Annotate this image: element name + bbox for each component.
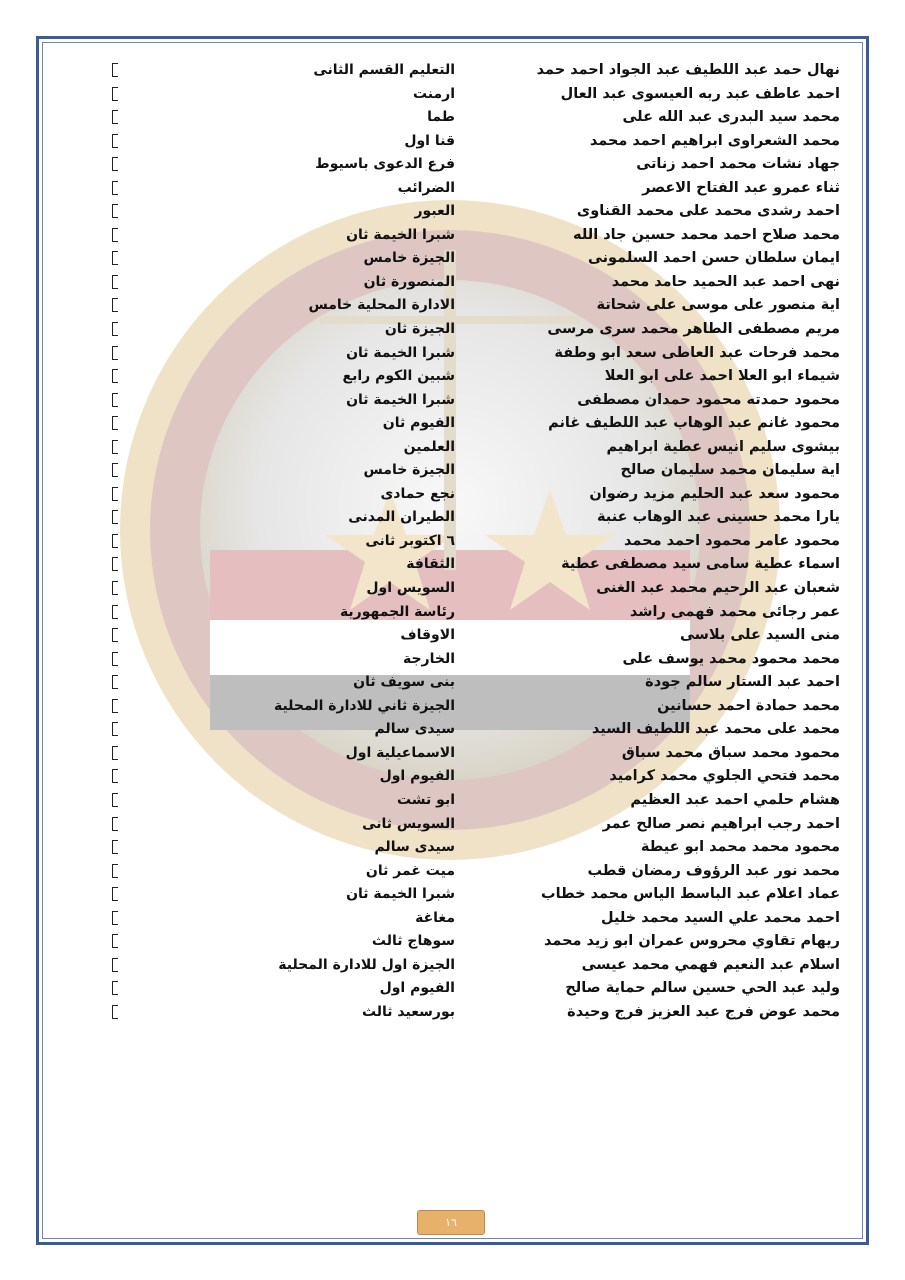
department: الاسماعيلية اول bbox=[345, 744, 455, 761]
list-item bbox=[70, 200, 840, 224]
employee-name: محمد صلاح احمد محمد حسين جاد الله bbox=[573, 226, 840, 243]
list-item bbox=[70, 483, 840, 507]
list-item bbox=[70, 365, 840, 389]
department: سيدى سالم bbox=[374, 721, 455, 738]
checkbox-bracket bbox=[112, 110, 118, 124]
checkbox-bracket bbox=[112, 699, 118, 713]
list-item bbox=[70, 83, 840, 107]
department: السويس اول bbox=[366, 580, 455, 597]
employee-name: احمد محمد علي السيد محمد خليل bbox=[601, 909, 840, 926]
employee-name: اسماء عطية سامى سيد مصطفى عطية bbox=[561, 556, 840, 573]
list-item bbox=[70, 153, 840, 177]
list-item bbox=[70, 177, 840, 201]
employee-name: وليد عبد الحي حسين سالم حماية صالح bbox=[565, 980, 840, 997]
list-item bbox=[70, 318, 840, 342]
department: الجيزة ثان bbox=[384, 321, 455, 338]
employee-name: جهاد نشات محمد احمد زناتى bbox=[636, 156, 840, 173]
list-item bbox=[70, 718, 840, 742]
list-item bbox=[70, 1001, 840, 1025]
list-item bbox=[70, 130, 840, 154]
department: فرع الدعوى باسيوط bbox=[315, 156, 455, 173]
list-item bbox=[70, 342, 840, 366]
list-item bbox=[70, 813, 840, 837]
employee-name: هشام حلمي احمد عبد العظيم bbox=[630, 791, 840, 808]
list-item bbox=[70, 436, 840, 460]
list-item bbox=[70, 106, 840, 130]
employee-name: منى السيد على بلاسى bbox=[679, 627, 840, 644]
employee-name: نهال حمد عبد اللطيف عبد الجواد احمد حمد bbox=[536, 62, 840, 78]
employee-name: احمد رجب ابراهيم نصر صالح عمر bbox=[602, 815, 840, 832]
list-item bbox=[70, 294, 840, 318]
department: العبور bbox=[414, 203, 455, 220]
checkbox-bracket bbox=[112, 134, 118, 148]
employee-name: محمد الشعراوى ابراهيم احمد محمد bbox=[589, 132, 840, 149]
department: الجيزة خامس bbox=[363, 250, 455, 267]
checkbox-bracket bbox=[112, 628, 118, 642]
employee-name: ايمان سلطان حسن احمد السلمونى bbox=[587, 250, 840, 267]
checkbox-bracket bbox=[112, 204, 118, 218]
names-list bbox=[70, 59, 840, 1024]
employee-name: شيماء ابو العلا احمد على ابو العلا bbox=[604, 368, 840, 385]
list-item bbox=[70, 648, 840, 672]
checkbox-bracket bbox=[112, 251, 118, 265]
list-item bbox=[70, 530, 840, 554]
checkbox-bracket bbox=[112, 275, 118, 289]
department: ميت غمر ثان bbox=[365, 862, 455, 879]
department: ارمنت bbox=[412, 85, 455, 102]
department: الضرائب bbox=[397, 179, 455, 196]
department: سيدى سالم bbox=[374, 839, 455, 856]
employee-name: نهى احمد عبد الحميد حامد محمد bbox=[611, 273, 840, 290]
department: الاوقاف bbox=[400, 627, 455, 644]
checkbox-bracket bbox=[112, 675, 118, 689]
department: طما bbox=[427, 109, 455, 126]
list-item bbox=[70, 789, 840, 813]
checkbox-bracket bbox=[112, 463, 118, 477]
department: الفيوم اول bbox=[379, 980, 455, 997]
employee-name: محمد عوض فرج عبد العزيز فرج وحيدة bbox=[567, 1003, 840, 1020]
checkbox-bracket bbox=[112, 911, 118, 925]
employee-name: اية منصور على موسى على شحاتة bbox=[596, 297, 840, 314]
checkbox-bracket bbox=[112, 769, 118, 783]
checkbox-bracket bbox=[112, 346, 118, 360]
checkbox-bracket bbox=[112, 864, 118, 878]
list-item bbox=[70, 506, 840, 530]
department: شبرا الخيمة ثان bbox=[346, 344, 455, 361]
department: المنصورة ثان bbox=[363, 273, 455, 290]
page-number: ١٦ bbox=[417, 1210, 485, 1235]
list-item bbox=[70, 671, 840, 695]
checkbox-bracket bbox=[112, 487, 118, 501]
department: الخارجة bbox=[402, 650, 455, 667]
checkbox-bracket bbox=[112, 981, 118, 995]
checkbox-bracket bbox=[112, 369, 118, 383]
employee-name: محمود غانم عبد الوهاب عبد اللطيف غانم bbox=[548, 415, 840, 432]
employee-name: عمر رجائى محمد فهمى راشد bbox=[629, 603, 840, 620]
checkbox-bracket bbox=[112, 840, 118, 854]
employee-name: محمد فتحي الجلوي محمد كراميد bbox=[609, 768, 840, 785]
employee-name: محمد على محمد عبد اللطيف السيد bbox=[591, 721, 840, 738]
checkbox-bracket bbox=[112, 87, 118, 101]
checkbox-bracket bbox=[112, 322, 118, 336]
employee-name: اية سليمان محمد سليمان صالح bbox=[620, 462, 840, 479]
checkbox-bracket bbox=[112, 1005, 118, 1019]
employee-name: احمد عاطف عبد ربه العيسوى عبد العال bbox=[560, 85, 840, 102]
employee-name: اسلام عبد النعيم فهمي محمد عيسى bbox=[581, 956, 840, 973]
list-item bbox=[70, 907, 840, 931]
department: الفيوم اول bbox=[379, 768, 455, 785]
department: قنا اول bbox=[404, 132, 455, 149]
list-item bbox=[70, 224, 840, 248]
checkbox-bracket bbox=[112, 157, 118, 171]
department: الفيوم ثان bbox=[382, 415, 455, 432]
checkbox-bracket bbox=[112, 393, 118, 407]
list-item bbox=[70, 930, 840, 954]
list-item bbox=[70, 601, 840, 625]
department: شبرا الخيمة ثان bbox=[346, 886, 455, 903]
checkbox-bracket bbox=[112, 958, 118, 972]
department: رئاسة الجمهورية bbox=[339, 603, 455, 620]
employee-name: بيشوى سليم انيس عطية ابراهيم bbox=[606, 438, 840, 455]
list-item bbox=[70, 977, 840, 1001]
employee-name: مريم مصطفى الطاهر محمد سرى مرسى bbox=[547, 321, 840, 338]
checkbox-bracket bbox=[112, 581, 118, 595]
department: نجع حمادى bbox=[380, 485, 455, 502]
department: الجيزة اول للادارة المحلية bbox=[278, 956, 455, 973]
department: الثقافة bbox=[406, 556, 455, 573]
employee-name: محمود حمدته محمود حمدان مصطفى bbox=[577, 391, 840, 408]
employee-name: محمد نور عبد الرؤوف رمضان قطب bbox=[587, 862, 840, 879]
checkbox-bracket bbox=[112, 557, 118, 571]
list-item bbox=[70, 860, 840, 884]
department: العلمين bbox=[403, 438, 455, 455]
department: الجيزة خامس bbox=[363, 462, 455, 479]
list-item bbox=[70, 553, 840, 577]
employee-name: محمد محمود محمد يوسف على bbox=[622, 650, 840, 667]
list-item bbox=[70, 247, 840, 271]
employee-name: محمود محمد محمد ابو عيطة bbox=[640, 839, 840, 856]
list-item bbox=[70, 742, 840, 766]
department: الجيزة ثاني للادارة المحلية bbox=[273, 697, 455, 714]
checkbox-bracket bbox=[112, 416, 118, 430]
list-item bbox=[70, 59, 840, 83]
list-item bbox=[70, 271, 840, 295]
employee-name: ثناء عمرو عبد الفتاح الاعصر bbox=[642, 179, 840, 196]
employee-name: محمد حمادة احمد حسانين bbox=[657, 697, 840, 714]
department: شبين الكوم رابع bbox=[342, 368, 455, 385]
checkbox-bracket bbox=[112, 793, 118, 807]
employee-name: محمد فرحات عبد العاطى سعد ابو وطفة bbox=[554, 344, 840, 361]
list-item bbox=[70, 836, 840, 860]
department: ٦ اكتوبر ثانى bbox=[365, 532, 455, 549]
checkbox-bracket bbox=[112, 181, 118, 195]
employee-name: محمود محمد سباق محمد سباق bbox=[621, 744, 840, 761]
employee-name: عماد اعلام عبد الباسط الياس محمد خطاب bbox=[541, 886, 840, 903]
checkbox-bracket bbox=[112, 298, 118, 312]
checkbox-bracket bbox=[112, 63, 118, 77]
list-item bbox=[70, 954, 840, 978]
department: الادارة المحلية خامس bbox=[308, 297, 455, 314]
department: الطيران المدنى bbox=[348, 509, 455, 526]
employee-name: يارا محمد حسينى عبد الوهاب عنبة bbox=[597, 509, 840, 526]
employee-name: شعبان عبد الرحيم محمد عبد الغنى bbox=[596, 580, 840, 597]
checkbox-bracket bbox=[112, 228, 118, 242]
checkbox-bracket bbox=[112, 722, 118, 736]
list-item bbox=[70, 765, 840, 789]
checkbox-bracket bbox=[112, 746, 118, 760]
employee-name: محمود سعد عبد الحليم مزيد رضوان bbox=[589, 485, 840, 502]
department: مغاغة bbox=[415, 909, 455, 926]
checkbox-bracket bbox=[112, 934, 118, 948]
list-item bbox=[70, 883, 840, 907]
department: بورسعيد ثالث bbox=[361, 1003, 455, 1020]
department: سوهاج ثالث bbox=[371, 933, 455, 950]
checkbox-bracket bbox=[112, 440, 118, 454]
department: شبرا الخيمة ثان bbox=[346, 226, 455, 243]
checkbox-bracket bbox=[112, 510, 118, 524]
checkbox-bracket bbox=[112, 817, 118, 831]
department: بنى سويف ثان bbox=[353, 674, 455, 691]
list-item bbox=[70, 412, 840, 436]
employee-name: احمد رشدى محمد على محمد القناوى bbox=[576, 203, 840, 220]
checkbox-bracket bbox=[112, 605, 118, 619]
list-item bbox=[70, 695, 840, 719]
employee-name: ريهام تقاوي محروس عمران ابو زيد محمد bbox=[543, 933, 840, 950]
department: شبرا الخيمة ثان bbox=[346, 391, 455, 408]
checkbox-bracket bbox=[112, 534, 118, 548]
checkbox-bracket bbox=[112, 887, 118, 901]
list-item bbox=[70, 577, 840, 601]
list-item bbox=[70, 459, 840, 483]
employee-name: محمد سيد البدرى عبد الله على bbox=[622, 109, 840, 126]
employee-name: احمد عبد الستار سالم جودة bbox=[645, 674, 840, 691]
employee-name: محمود عامر محمود احمد محمد bbox=[624, 532, 840, 549]
checkbox-bracket bbox=[112, 652, 118, 666]
department: التعليم القسم الثانى bbox=[313, 62, 455, 78]
list-item bbox=[70, 624, 840, 648]
department: السويس ثانى bbox=[362, 815, 455, 832]
list-item bbox=[70, 389, 840, 413]
department: ابو تشت bbox=[396, 791, 455, 808]
